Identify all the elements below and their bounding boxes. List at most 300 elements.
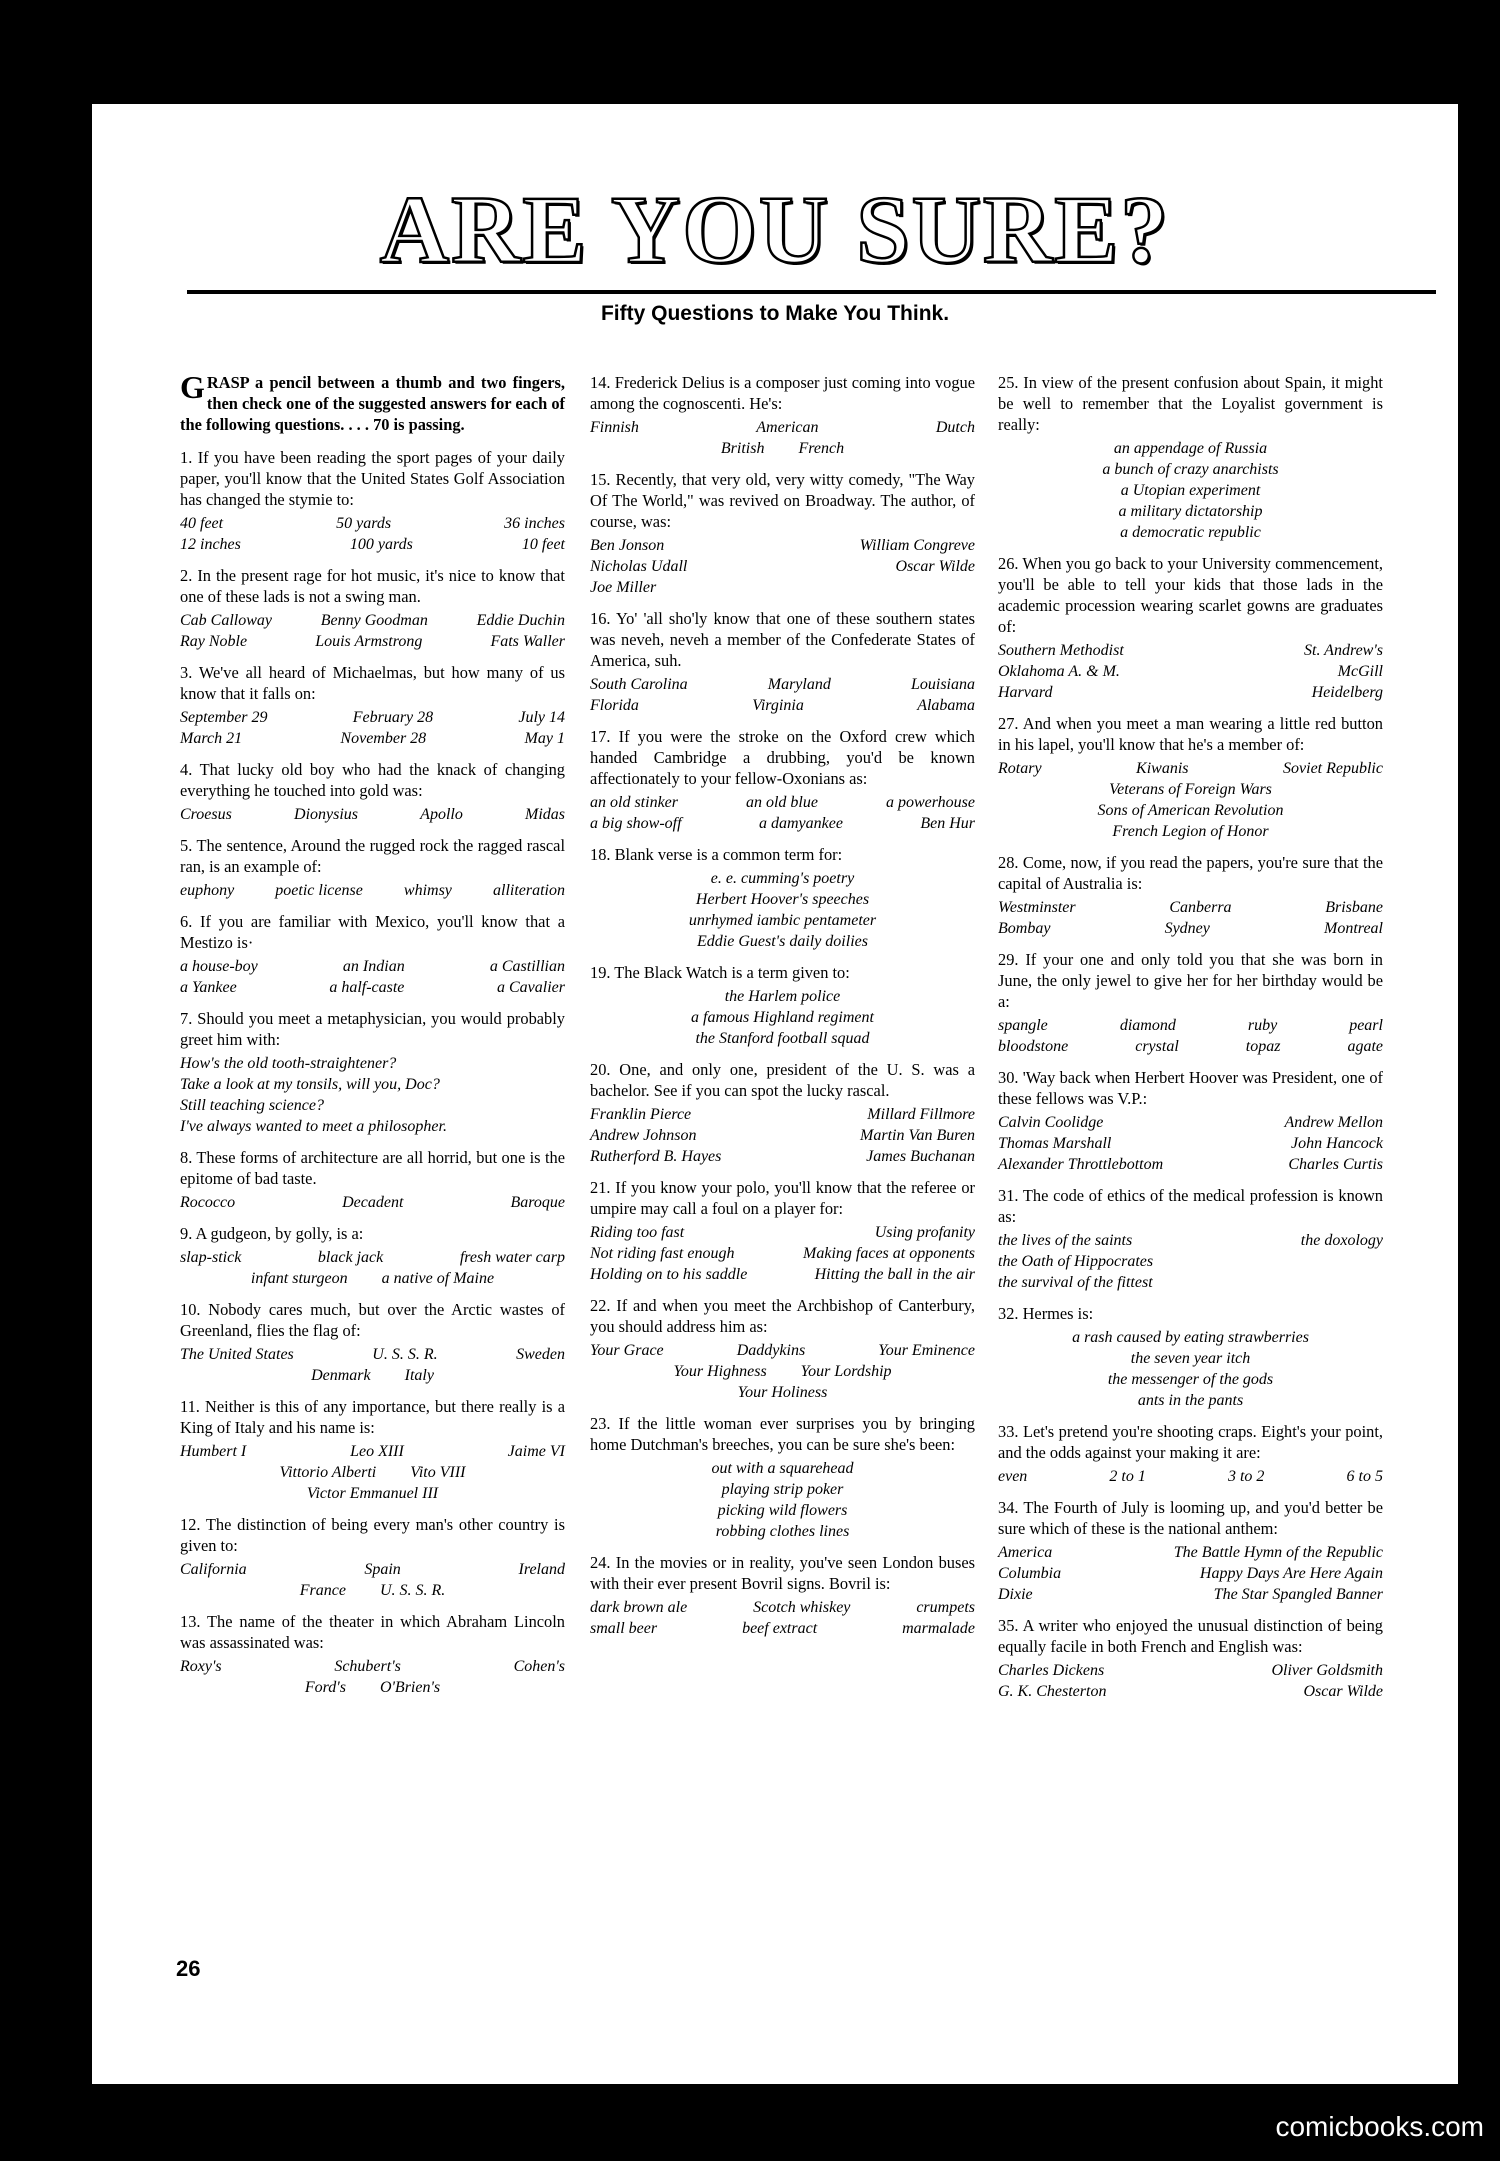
answer-option: California — [180, 1561, 247, 1578]
answer-option: 12 inches — [180, 536, 241, 553]
answer-row — [180, 1483, 565, 1504]
question — [180, 1008, 565, 1137]
answer-option: Still teaching science? — [180, 1097, 324, 1114]
question — [998, 372, 1383, 543]
answer-row — [180, 534, 565, 555]
answer-option: bloodstone — [998, 1038, 1069, 1055]
answer-option: Sons of American Revolution — [1097, 802, 1284, 819]
answer-row — [998, 1584, 1383, 1605]
answer-option: marmalade — [902, 1620, 975, 1637]
answer-option: the survival of the fittest — [998, 1274, 1153, 1291]
answer-option: Calvin Coolidge — [998, 1114, 1104, 1131]
question — [180, 1223, 565, 1289]
answer-options — [180, 707, 565, 749]
question — [998, 1067, 1383, 1175]
question-text: 5. The sentence, Around the rugged rock the ragged rascal ran, is an example of: — [180, 836, 565, 876]
question-text: 32. Hermes is: — [998, 1304, 1094, 1323]
question-text: 25. In view of the present confusion about Spain, it might be well to remember that the Loyalist government is really: — [998, 373, 1383, 434]
answer-option: small beer — [590, 1620, 658, 1637]
answer-row — [998, 1251, 1383, 1272]
answer-option: Denmark — [311, 1367, 371, 1384]
question — [590, 1552, 975, 1639]
answer-row — [180, 1580, 565, 1601]
page-number: 26 — [176, 1956, 201, 1981]
answer-option: Not riding fast enough — [590, 1245, 735, 1262]
answer-row — [180, 1247, 565, 1268]
answer-option: Millard Fillmore — [867, 1106, 975, 1123]
answer-row — [180, 728, 565, 749]
answer-option: Midas — [525, 806, 565, 823]
answer-row — [590, 1125, 975, 1146]
answer-options — [998, 1466, 1383, 1487]
question-text: 2. In the present rage for hot music, it's nice to know that one of these lads is not a swing man. — [180, 566, 565, 606]
answer-option: May 1 — [524, 730, 565, 747]
answer-row — [998, 1230, 1383, 1251]
answer-row — [998, 1133, 1383, 1154]
answer-row — [180, 977, 565, 998]
answer-option: Croesus — [180, 806, 232, 823]
answer-row — [590, 1618, 975, 1639]
question — [590, 372, 975, 459]
answer-option: Southern Methodist — [998, 642, 1124, 659]
answer-row — [998, 1154, 1383, 1175]
answer-options — [590, 1222, 975, 1285]
question — [998, 1185, 1383, 1293]
answer-option: Florida — [590, 697, 639, 714]
answer-option: Your Lordship — [800, 1363, 892, 1380]
answer-option: The Battle Hymn of the Republic — [1173, 1544, 1383, 1561]
answer-option: The United States — [180, 1346, 294, 1363]
answer-row — [180, 880, 565, 901]
answer-row — [590, 577, 975, 598]
answer-options — [998, 1015, 1383, 1057]
answer-option: Harvard — [998, 684, 1053, 701]
answer-option: Rotary — [998, 760, 1042, 777]
answer-option: Nicholas Udall — [590, 558, 688, 575]
subtitle: Fifty Questions to Make You Think. — [600, 302, 950, 325]
answer-option: McGill — [1337, 663, 1383, 680]
answer-option: Leo XIII — [350, 1443, 404, 1460]
answer-row — [590, 674, 975, 695]
intro-text: RASP a pencil between a thumb and two fingers, then check one of the suggested answers for each of the following questions. . . . 70 is passing. — [180, 373, 565, 434]
intro-paragraph — [180, 369, 565, 435]
answer-option: U. S. S. R. — [379, 1582, 446, 1599]
answer-option: Hitting the ball in the air — [814, 1266, 975, 1283]
answer-option: St. Andrew's — [1304, 642, 1383, 659]
answer-row — [998, 1660, 1383, 1681]
answer-option: Oklahoma A. & M. — [998, 663, 1120, 680]
answer-row — [998, 1466, 1383, 1487]
answer-option: Jaime VI — [507, 1443, 565, 1460]
question — [998, 1421, 1383, 1487]
answer-option: Montreal — [1324, 920, 1383, 937]
question-text: 17. If you were the stroke on the Oxford crew which handed Cambridge a drubbing, you'd be known affectionately to your fellow-Oxonians as: — [590, 727, 975, 788]
question — [180, 759, 565, 825]
question-text: 29. If your one and only told you that she was born in June, the only jewel to give her for her birthday would be a: — [998, 950, 1383, 1011]
question — [590, 1059, 975, 1167]
answer-row — [590, 417, 975, 438]
answer-row — [590, 556, 975, 577]
answer-option: Schubert's — [334, 1658, 401, 1675]
answer-option: Veterans of Foreign Wars — [1109, 781, 1272, 798]
answer-option: a half-caste — [329, 979, 405, 996]
answer-options — [590, 792, 975, 834]
question — [590, 844, 975, 952]
answer-option: Bombay — [998, 920, 1051, 937]
answer-option: Brisbane — [1325, 899, 1383, 916]
answer-option: Your Highness — [673, 1363, 767, 1380]
answer-row — [998, 1112, 1383, 1133]
answer-option: French — [798, 440, 845, 457]
answer-option: Charles Curtis — [1288, 1156, 1383, 1173]
answer-option: a Yankee — [180, 979, 237, 996]
answer-option: Louis Armstrong — [315, 633, 423, 650]
answer-option: spangle — [998, 1017, 1048, 1034]
answer-options — [180, 956, 565, 998]
answer-option: picking wild flowers — [717, 1502, 848, 1519]
answer-option: diamond — [1119, 1017, 1176, 1034]
answer-option: Riding too fast — [590, 1224, 685, 1241]
answer-option: Happy Days Are Here Again — [1199, 1565, 1383, 1582]
answer-row — [180, 1677, 565, 1698]
answer-option: 6 to 5 — [1346, 1468, 1383, 1485]
answer-option: Rutherford B. Hayes — [590, 1148, 722, 1165]
answer-option: February 28 — [352, 709, 434, 726]
answer-option: How's the old tooth-straightener? — [180, 1055, 397, 1072]
answer-row — [998, 661, 1383, 682]
answer-option: Soviet Republic — [1283, 760, 1383, 777]
answer-option: a damyankee — [758, 815, 843, 832]
answer-options — [998, 897, 1383, 939]
answer-option: Ireland — [518, 1561, 565, 1578]
answer-option: G. K. Chesterton — [998, 1683, 1107, 1700]
answer-option: Baroque — [510, 1194, 565, 1211]
answer-option: Cohen's — [513, 1658, 565, 1675]
answer-option: the Oath of Hippocrates — [998, 1253, 1154, 1270]
answer-option: Martin Van Buren — [860, 1127, 975, 1144]
question-text: 28. Come, now, if you read the papers, you're sure that the capital of Australia is: — [998, 853, 1383, 893]
answer-options — [590, 417, 975, 459]
answer-option: America — [998, 1544, 1053, 1561]
answer-option: James Buchanan — [866, 1148, 975, 1165]
answer-option: November 28 — [340, 730, 427, 747]
question-text: 24. In the movies or in reality, you've seen London buses with their ever present Bovril signs. Bovril is: — [590, 1553, 975, 1593]
answer-row — [998, 1015, 1383, 1036]
answer-option: Joe Miller — [590, 579, 657, 596]
answer-option: alliteration — [493, 882, 565, 899]
answer-option: an appendage of Russia — [1113, 440, 1268, 457]
question-text: 14. Frederick Delius is a composer just coming into vogue among the cognoscenti. He's: — [590, 373, 975, 413]
answer-options — [180, 1559, 565, 1601]
answer-row — [180, 707, 565, 728]
answer-option: Dionysius — [294, 806, 359, 823]
question-text: 4. That lucky old boy who had the knack of changing everything he touched into gold was: — [180, 760, 565, 800]
answer-row — [590, 1264, 975, 1285]
answer-option: Fats Waller — [490, 633, 565, 650]
answer-option: robbing clothes lines — [715, 1523, 850, 1540]
answer-row — [998, 918, 1383, 939]
answer-options — [590, 868, 975, 952]
answer-row — [180, 1462, 565, 1483]
question-text: 21. If you know your polo, you'll know that the referee or umpire may call a foul on a player for: — [590, 1178, 975, 1218]
question — [998, 553, 1383, 703]
answer-options — [180, 1441, 565, 1504]
question-text: 26. When you go back to your University commencement, you'll be able to tell your kids that those lads in the academic procession wearing scarlet gowns are graduates of: — [998, 554, 1383, 636]
answer-option: the seven year itch — [1130, 1350, 1251, 1367]
question — [590, 469, 975, 598]
question-text: 11. Neither is this of any importance, but there really is a King of Italy and his name is: — [180, 1397, 565, 1437]
drop-cap: G — [180, 369, 205, 405]
answer-option: Kiwanis — [1136, 760, 1189, 777]
answer-option: Virginia — [752, 697, 804, 714]
answer-option: British — [720, 440, 765, 457]
answer-option: slap-stick — [180, 1249, 242, 1266]
magazine-page — [92, 104, 1458, 2084]
question — [180, 1147, 565, 1213]
answer-row — [180, 1344, 565, 1365]
answer-option: the Harlem police — [724, 988, 841, 1005]
answer-option: Alabama — [917, 697, 975, 714]
answer-option: out with a squarehead — [711, 1460, 854, 1477]
watermark: comicbooks.com — [1275, 2111, 1484, 2142]
answer-option: Eddie Guest's daily doilies — [697, 933, 868, 950]
answer-option: even — [998, 1468, 1028, 1485]
answer-option: July 14 — [518, 709, 565, 726]
answer-option: Italy — [404, 1367, 434, 1384]
answer-option: French Legion of Honor — [1112, 823, 1269, 840]
question — [180, 1611, 565, 1698]
question-text: 8. These forms of architecture are all horrid, but one is the epitome of bad taste. — [180, 1148, 565, 1188]
question-text: 27. And when you meet a man wearing a little red button in his lapel, you'll know that he's a member of: — [998, 714, 1383, 754]
answer-option: Apollo — [420, 806, 463, 823]
answer-options — [998, 1230, 1383, 1293]
answer-option: 2 to 1 — [1109, 1468, 1146, 1485]
answer-option: playing strip poker — [721, 1481, 844, 1498]
answer-option: beef extract — [742, 1620, 818, 1637]
answer-options — [998, 758, 1383, 842]
answer-options — [180, 1192, 565, 1213]
answer-option: a Utopian experiment — [1120, 482, 1261, 499]
answer-option: an Indian — [342, 958, 405, 975]
answer-option: Andrew Johnson — [590, 1127, 697, 1144]
answer-row — [590, 1597, 975, 1618]
question-text: 34. The Fourth of July is looming up, and you'd better be sure which of these is the national anthem: — [998, 1498, 1383, 1538]
answer-row — [180, 1365, 565, 1386]
answer-option: Canberra — [1169, 899, 1232, 916]
answer-option: 36 inches — [504, 515, 565, 532]
answer-row — [998, 758, 1383, 779]
question-text: 18. Blank verse is a common term for: — [590, 845, 843, 864]
answer-option: Sweden — [516, 1346, 565, 1363]
answer-option: crumpets — [916, 1599, 975, 1616]
answer-option: the lives of the saints — [998, 1232, 1133, 1249]
answer-option: a powerhouse — [885, 794, 975, 811]
question-text: 15. Recently, that very old, very witty comedy, "The Way Of The World," was revived on Broadway. The author, of course, was: — [590, 470, 975, 531]
question-text: 6. If you are familiar with Mexico, you'll know that a Mestizo is· — [180, 912, 565, 952]
answer-options — [998, 1542, 1383, 1605]
question — [590, 1295, 975, 1403]
answer-options — [998, 1112, 1383, 1175]
answer-row — [998, 821, 1383, 842]
answer-row — [998, 800, 1383, 821]
answer-option: John Hancock — [1291, 1135, 1383, 1152]
answer-row — [180, 1441, 565, 1462]
answer-options — [590, 1340, 975, 1403]
answer-row — [590, 1243, 975, 1264]
answer-row — [998, 640, 1383, 661]
answer-option: Maryland — [767, 676, 831, 693]
answer-option: e. e. cumming's poetry — [710, 870, 855, 887]
question-text: 33. Let's pretend you're shooting craps. Eight's your point, and the odds against your making it are: — [998, 1422, 1383, 1462]
question-text: 9. A gudgeon, by golly, is a: — [180, 1224, 364, 1243]
question — [180, 662, 565, 749]
answer-row — [998, 897, 1383, 918]
answer-option: September 29 — [180, 709, 268, 726]
answer-option: the Stanford football squad — [695, 1030, 870, 1047]
question — [590, 1413, 975, 1542]
answer-option: a Cavalier — [496, 979, 565, 996]
question-text: 20. One, and only one, president of the U. S. was a bachelor. See if you can spot the lucky rascal. — [590, 1060, 975, 1100]
answer-row — [590, 695, 975, 716]
question — [998, 1497, 1383, 1605]
answer-option: Using profanity — [874, 1224, 975, 1241]
answer-option: 40 feet — [180, 515, 224, 532]
question-text: 3. We've all heard of Michaelmas, but how many of us know that it falls on: — [180, 663, 565, 703]
answer-option: Roxy's — [180, 1658, 222, 1675]
answer-option: a military dictatorship — [1118, 503, 1263, 520]
question-text: 31. The code of ethics of the medical profession is known as: — [998, 1186, 1383, 1226]
answer-option: Andrew Mellon — [1284, 1114, 1383, 1131]
answer-option: Heidelberg — [1311, 684, 1383, 701]
answer-option: Franklin Pierce — [590, 1106, 692, 1123]
answer-row — [998, 1036, 1383, 1057]
answer-option: Oscar Wilde — [1303, 1683, 1383, 1700]
title-rule — [187, 290, 1436, 294]
question — [590, 608, 975, 716]
column-2 — [590, 372, 975, 1649]
answer-option: fresh water carp — [459, 1249, 565, 1266]
question-text: 16. Yo' 'all sho'ly know that one of these southern states was neveh, neveh a member of the Confederate States of America, suh. — [590, 609, 975, 670]
answer-option: agate — [1347, 1038, 1383, 1055]
answer-option: 50 yards — [336, 515, 392, 532]
answer-option: a famous Highland regiment — [691, 1009, 874, 1026]
answer-option: Louisiana — [910, 676, 975, 693]
answer-options — [180, 880, 565, 901]
answer-option: Victor Emmanuel III — [306, 1485, 439, 1502]
answer-options — [180, 1053, 565, 1137]
answer-option: Take a look at my tonsils, will you, Doc? — [180, 1076, 440, 1093]
answer-options — [590, 986, 975, 1049]
answer-options — [180, 513, 565, 555]
answer-row — [590, 813, 975, 834]
answer-option: Your Holiness — [737, 1384, 828, 1401]
answer-options — [998, 640, 1383, 703]
answer-option: The Star Spangled Banner — [1213, 1586, 1383, 1603]
answer-row — [180, 610, 565, 631]
answer-option: Ben Jonson — [590, 537, 665, 554]
answer-option: a house-boy — [180, 958, 258, 975]
answer-option: a Castillian — [489, 958, 565, 975]
answer-option: Ford's — [304, 1679, 346, 1696]
question — [998, 949, 1383, 1057]
column-3 — [998, 372, 1383, 1712]
answer-options — [180, 1656, 565, 1698]
answer-options — [590, 674, 975, 716]
answer-options — [998, 438, 1383, 543]
answer-option: Your Grace — [590, 1342, 664, 1359]
question-text: 12. The distinction of being every man's other country is given to: — [180, 1515, 565, 1555]
question — [590, 962, 975, 1049]
answer-option: Vito VIII — [410, 1464, 466, 1481]
answer-option: O'Brien's — [379, 1679, 441, 1696]
answer-option: Oscar Wilde — [895, 558, 975, 575]
answer-option: a rash caused by eating strawberries — [1072, 1329, 1309, 1346]
question — [998, 713, 1383, 842]
answer-option: unrhymed iambic pentameter — [688, 912, 877, 929]
answer-row — [590, 1222, 975, 1243]
answer-option: a democratic republic — [1120, 524, 1261, 541]
answer-row — [590, 1361, 975, 1382]
answer-option: topaz — [1245, 1038, 1281, 1055]
answer-options — [998, 1327, 1383, 1411]
answer-option: euphony — [180, 882, 235, 899]
page-title: ARE YOU SURE? — [379, 176, 1171, 283]
answer-options — [180, 804, 565, 825]
answer-option: Daddykins — [736, 1342, 806, 1359]
answer-options — [590, 1104, 975, 1167]
answer-option: poetic license — [275, 882, 363, 899]
questions-col1 — [180, 447, 565, 1698]
answer-option: Holding on to his saddle — [590, 1266, 748, 1283]
answer-option: a big show-off — [590, 815, 682, 832]
answer-option: Making faces at opponents — [803, 1245, 975, 1262]
answer-row — [590, 1104, 975, 1125]
answer-option: I've always wanted to meet a philosopher. — [180, 1118, 447, 1135]
answer-row — [180, 804, 565, 825]
answer-option: Charles Dickens — [998, 1662, 1105, 1679]
question-text: 35. A writer who enjoyed the unusual distinction of being equally facile in both French and English was: — [998, 1616, 1383, 1656]
answer-row — [590, 1340, 975, 1361]
answer-option: Finnish — [590, 419, 639, 436]
answer-row — [590, 792, 975, 813]
answer-row — [590, 1146, 975, 1167]
answer-option: Humbert I — [180, 1443, 247, 1460]
answer-option: dark brown ale — [590, 1599, 688, 1616]
question — [998, 852, 1383, 939]
question — [180, 1396, 565, 1504]
answer-option: Eddie Duchin — [476, 612, 565, 629]
questions-col3 — [998, 372, 1383, 1702]
answer-row — [998, 1563, 1383, 1584]
question — [180, 565, 565, 652]
answer-row — [998, 1681, 1383, 1702]
answer-row — [998, 1542, 1383, 1563]
answer-row — [998, 779, 1383, 800]
answer-row — [180, 1192, 565, 1213]
answer-option: Dixie — [998, 1586, 1033, 1603]
answer-option: black jack — [317, 1249, 384, 1266]
answer-option: France — [299, 1582, 346, 1599]
question-text: 19. The Black Watch is a term given to: — [590, 963, 850, 982]
answer-row — [590, 535, 975, 556]
answer-option: pearl — [1349, 1017, 1383, 1034]
answer-options — [998, 1660, 1383, 1702]
answer-option: a native of Maine — [381, 1270, 495, 1287]
answer-option: an old blue — [745, 794, 818, 811]
question — [180, 835, 565, 901]
answer-option: infant sturgeon — [250, 1270, 348, 1287]
answer-row — [180, 1559, 565, 1580]
